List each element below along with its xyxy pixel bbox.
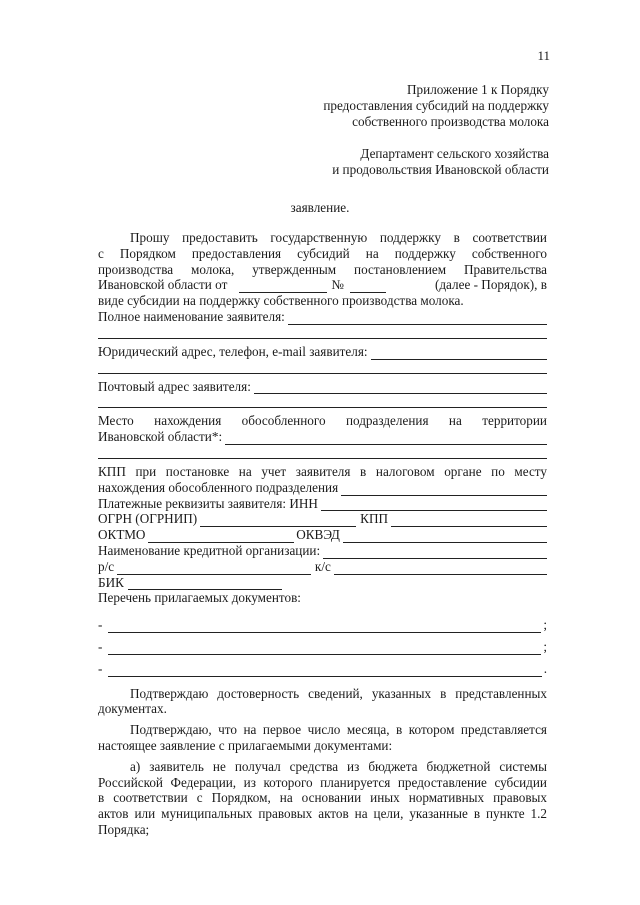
document-item (98, 617, 547, 633)
document-item-field[interactable] (108, 665, 541, 677)
oktmo-label: ОКТМО (98, 527, 146, 543)
document-item-field[interactable] (108, 643, 541, 655)
document-item-bullet: - (98, 617, 103, 633)
document-title: заявление. (290, 200, 350, 215)
document-item-end: ; (543, 638, 547, 654)
department-addressee (332, 146, 549, 178)
location-field-line-2[interactable] (98, 445, 547, 459)
bank-name-label: Наименование кредитной организации: (98, 542, 321, 558)
payment-inn-label: Платежные реквизиты заявителя: ИНН (98, 495, 318, 511)
postal-address-field[interactable] (254, 382, 547, 394)
document-item-bullet: - (98, 638, 103, 654)
appendix-line-2: предоставления субсидий на поддержку (323, 97, 549, 113)
confirm-1-line-2: документах. (98, 701, 167, 717)
document-item (98, 639, 547, 655)
oktmo-field[interactable] (148, 531, 294, 543)
application-body (98, 230, 547, 838)
kpp-subdivision-row (98, 480, 547, 496)
legal-address-field-line-2[interactable] (98, 360, 547, 374)
request-line-5: виде субсидии на поддержку собственного производства молока. (98, 293, 464, 309)
decree-date-field[interactable] (239, 281, 327, 293)
confirm-1-line-1: Подтверждаю достоверность сведений, указанных в представленных (130, 685, 547, 701)
appendix-line-1: Приложение 1 к Порядку (407, 82, 549, 97)
document-item-end: ; (543, 617, 547, 633)
inn-field[interactable] (321, 499, 547, 511)
full-name-row (98, 309, 547, 325)
rs-label: р/с (98, 558, 115, 574)
bik-field[interactable] (128, 578, 282, 590)
request-line-3: производства молока, утвержденным постановлением Правительства (98, 261, 547, 277)
confirm-2-line-1: Подтверждаю, что на первое число месяца, в котором представляется (130, 722, 547, 738)
kpp-label: КПП (360, 511, 388, 527)
kpp-label-line-2: нахождения обособленного подразделения (98, 479, 339, 495)
postal-address-label: Почтовый адрес заявителя: (98, 378, 251, 394)
bank-name-row (98, 543, 547, 559)
request-line-2: с Порядком предоставления субсидий на поддержку собственного (98, 245, 547, 261)
item-a-line-4: актов или муниципальных правовых актов на цели, указанные в пункте 1.2 (98, 806, 547, 822)
location-field[interactable] (225, 433, 547, 445)
payment-inn-row (98, 496, 547, 512)
document-item (98, 661, 547, 677)
request-line-4 (98, 277, 547, 293)
bik-row (98, 575, 547, 591)
document-item-end: . (543, 660, 547, 676)
department-line-1: Департамент сельского хозяйства (360, 146, 549, 161)
postal-address-row (98, 379, 547, 395)
documents-label: Перечень прилагаемых документов: (98, 590, 301, 606)
decree-date-label: Ивановской области от (98, 277, 228, 293)
request-line-1: Прошу предоставить государственную поддержку в соответствии (130, 230, 547, 245)
item-a-line-3: в соответствии с Порядком, на основании иных нормативных правовых (98, 790, 547, 806)
rs-field[interactable] (117, 563, 311, 575)
full-name-field[interactable] (288, 313, 547, 325)
okved-label: ОКВЭД (296, 527, 340, 543)
ogrn-kpp-row (98, 511, 547, 527)
ks-field[interactable] (334, 563, 547, 575)
request-line-4-tail: (далее - Порядок), в (434, 277, 547, 293)
appendix-header (323, 82, 549, 129)
confirm-paragraph-2 (98, 722, 547, 754)
item-a-line-2: Российской Федерации, из которого планируется предоставление субсидии (98, 774, 547, 790)
oktmo-okved-row (98, 527, 547, 543)
legal-address-field[interactable] (371, 348, 547, 360)
kpp-label-line-1: КПП при постановке на учет заявителя в налоговом органе по месту (98, 463, 547, 479)
ogrn-field[interactable] (200, 515, 356, 527)
item-a-paragraph (98, 759, 547, 838)
ogrn-label: ОГРН (ОГРНИП) (98, 511, 198, 527)
document-item-bullet: - (98, 660, 103, 676)
location-label-line-2: Ивановской области*: (98, 429, 223, 445)
confirm-2-line-2: настоящее заявление с прилагаемыми документами: (98, 737, 393, 753)
decree-number-field[interactable] (350, 281, 386, 293)
accounts-row (98, 559, 547, 575)
ks-label: к/с (314, 558, 331, 574)
bank-name-field[interactable] (323, 547, 547, 559)
kpp-subdivision-field[interactable] (341, 484, 547, 496)
department-line-2: и продовольствия Ивановской области (332, 161, 549, 177)
legal-address-label: Юридический адрес, телефон, e-mail заявителя: (98, 343, 368, 359)
location-row (98, 429, 547, 445)
legal-address-row (98, 344, 547, 360)
postal-address-field-line-2[interactable] (98, 394, 547, 408)
confirm-paragraph-1 (98, 686, 547, 718)
item-a-line-1: а) заявитель не получал средства из бюджета бюджетной системы (130, 758, 547, 774)
full-name-label: Полное наименование заявителя: (98, 308, 285, 324)
bik-label: БИК (98, 574, 124, 590)
request-paragraph (98, 230, 547, 309)
page-number: 11 (537, 48, 550, 63)
appendix-line-3: собственного производства молока (352, 113, 549, 129)
kpp-field[interactable] (391, 515, 547, 527)
item-a-line-5: Порядка; (98, 821, 150, 837)
document-item-field[interactable] (108, 621, 541, 633)
okved-field[interactable] (343, 531, 547, 543)
decree-number-label: № (331, 277, 344, 293)
full-name-field-line-2[interactable] (98, 325, 547, 339)
location-label-line-1: Место нахождения обособленного подразделения на территории (98, 413, 547, 429)
